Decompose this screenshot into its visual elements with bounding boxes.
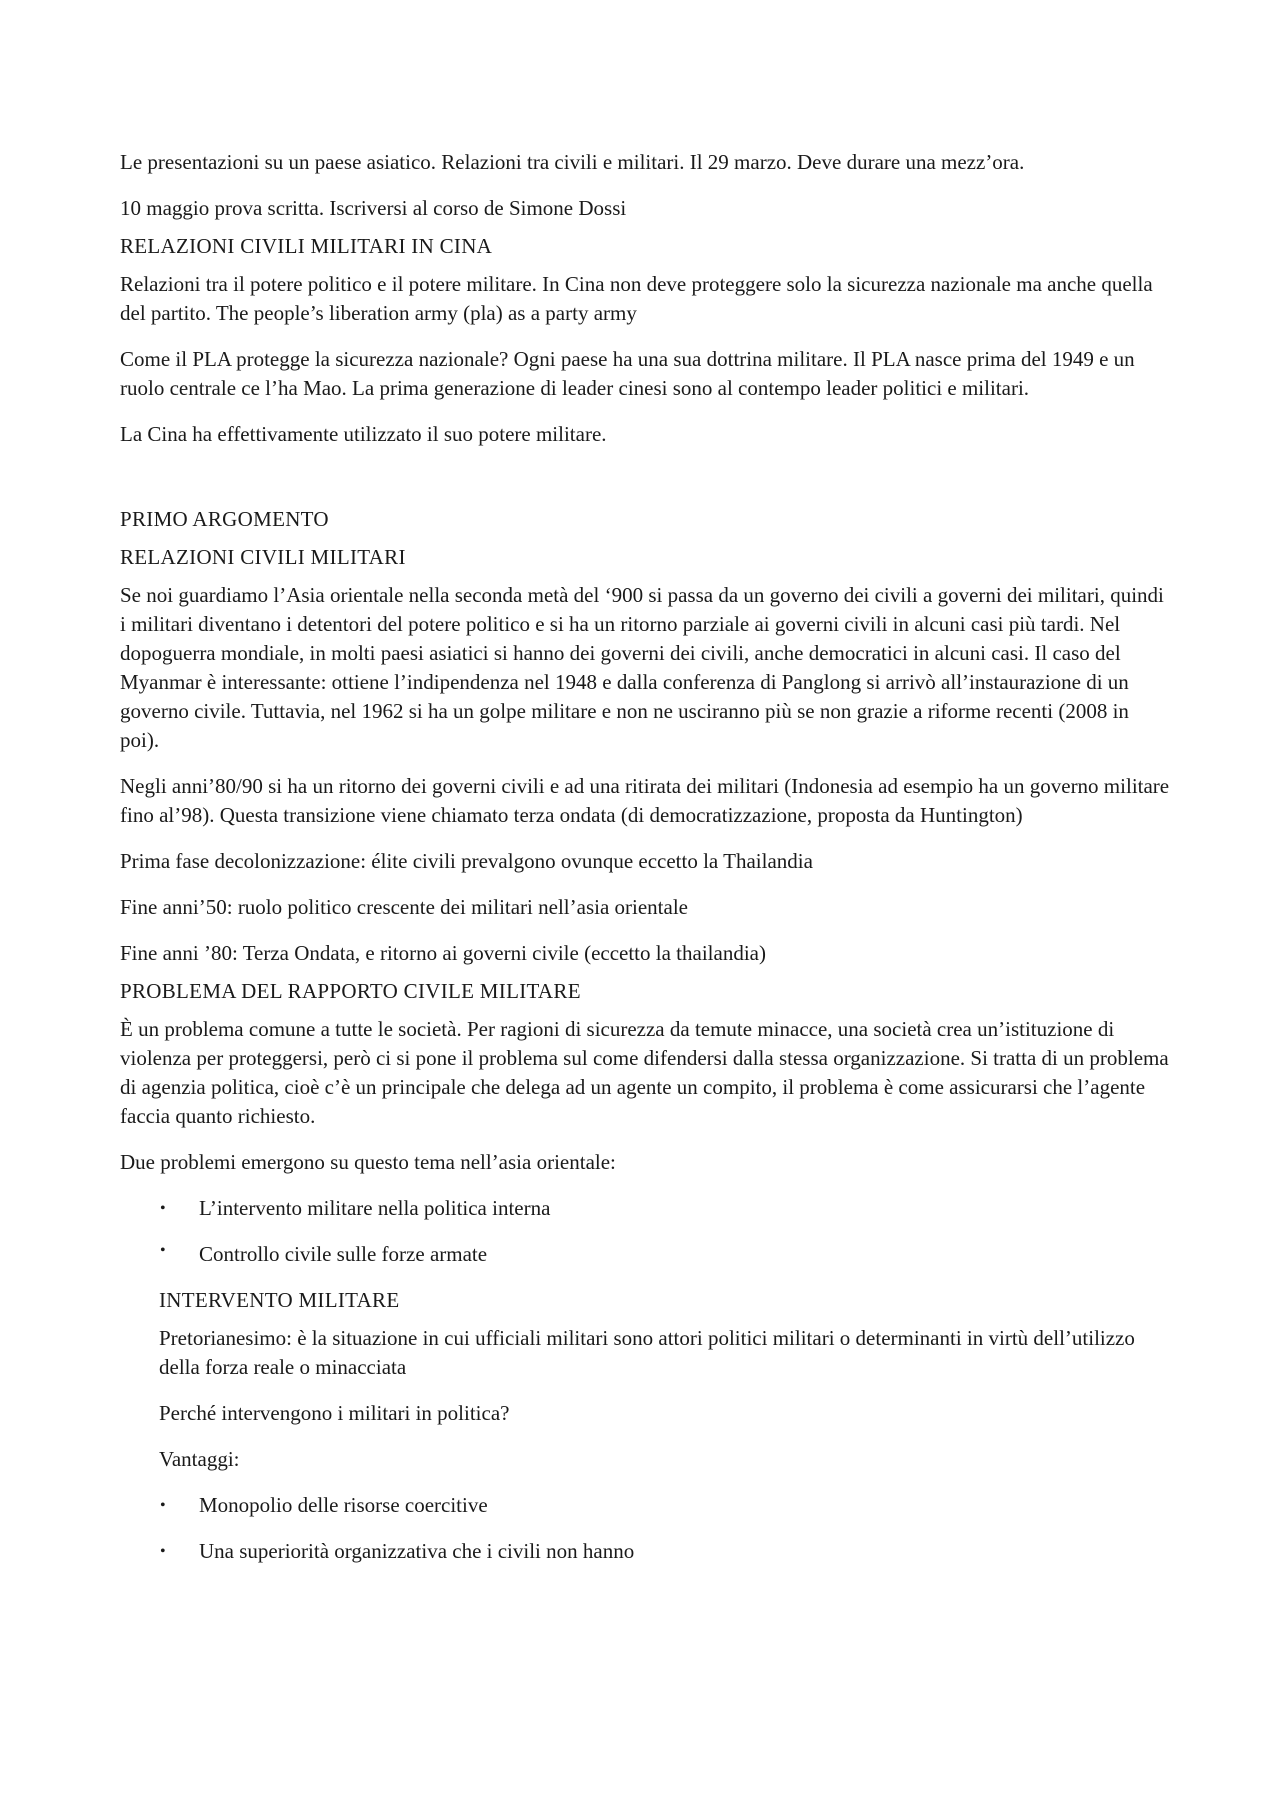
- paragraph-decolonizzazione: Prima fase decolonizzazione: élite civili prevalgono ovunque eccetto la Thailandia: [120, 849, 813, 873]
- paragraph-pretorianesimo: Pretorianesimo: è la situazione in cui ufficiali militari sono attori politici militari o determinanti in virtù dell’utilizzo della forza reale o minacciata: [159, 1326, 1135, 1379]
- paragraph-prova-scritta: 10 maggio prova scritta. Iscriversi al corso de Simone Dossi: [120, 196, 627, 220]
- document-page: [120, 148, 1170, 1583]
- heading-relazioni-civili-militari: RELAZIONI CIVILI MILITARI: [120, 545, 406, 569]
- list-item-text: L’intervento militare nella politica interna: [199, 1196, 551, 1220]
- paragraph-presentazioni: Le presentazioni su un paese asiatico. Relazioni tra civili e militari. Il 29 marzo. Deve durare una mezz’ora.: [120, 150, 1025, 174]
- paragraph-anni-50: Fine anni’50: ruolo politico crescente dei militari nell’asia orientale: [120, 895, 688, 919]
- list-item: [120, 1240, 1170, 1269]
- paragraph-perche-intervengono: Perché intervengono i militari in politica?: [159, 1401, 510, 1425]
- bullet-list-problemi: [120, 1194, 1170, 1269]
- bullet-list-vantaggi: [120, 1491, 1170, 1566]
- paragraph-vantaggi: Vantaggi:: [159, 1447, 240, 1471]
- paragraph-due-problemi: Due problemi emergono su questo tema nell’asia orientale:: [120, 1150, 616, 1174]
- list-item-text: Monopolio delle risorse coercitive: [199, 1493, 488, 1517]
- paragraph-pla: Come il PLA protegge la sicurezza nazionale? Ogni paese ha una sua dottrina militare. Il PLA nasce prima del 1949 e un ruolo centrale ce l’ha Mao. La prima generazione di leader cinesi sono al contempo leader politici e militari.: [120, 347, 1135, 400]
- bullet-icon: •: [160, 1242, 166, 1259]
- heading-problema-rapporto: PROBLEMA DEL RAPPORTO CIVILE MILITARE: [120, 979, 581, 1003]
- list-item-text: Una superiorità organizzativa che i civili non hanno: [199, 1539, 635, 1563]
- list-item: [120, 1537, 1170, 1566]
- bullet-icon: •: [160, 1200, 166, 1217]
- heading-intervento-militare: INTERVENTO MILITARE: [159, 1288, 400, 1312]
- paragraph-asia-orientale: Se noi guardiamo l’Asia orientale nella seconda metà del ‘900 si passa da un governo dei civili a governi dei militari, quindi i militari diventano i detentori del potere politico e si ha un ritorno parziale ai governi civili in alcuni casi più tardi. Nel dopoguerra mondiale, in molti paesi asiatici si hanno dei governi dei civili, anche democratici in alcuni casi. Il caso del Myanmar è interessante: ottiene l’indipendenza nel 1948 e dalla conferenza di Panglong si arrivò all’instaurazione di un governo civile. Tuttavia, nel 1962 si ha un golpe militare e non ne usciranno più se non grazie a riforme recenti (2008 in poi).: [120, 583, 1164, 752]
- list-item: [120, 1194, 1170, 1223]
- list-item-text: Controllo civile sulle forze armate: [199, 1242, 488, 1266]
- bullet-icon: •: [160, 1497, 166, 1514]
- paragraph-terza-ondata: Negli anni’80/90 si ha un ritorno dei governi civili e ad una ritirata dei militari (Indonesia ad esempio ha un governo militare fino al’98). Questa transizione viene chiamato terza ondata (di democratizzazione, proposta da Huntington): [120, 774, 1170, 827]
- blank-line: [120, 466, 1170, 505]
- paragraph-potere-politico: Relazioni tra il potere politico e il potere militare. In Cina non deve proteggere solo la sicurezza nazionale ma anche quella del partito. The people’s liberation army (pla) as a party army: [120, 272, 1153, 325]
- heading-primo-argomento: PRIMO ARGOMENTO: [120, 507, 329, 531]
- paragraph-problema-comune: È un problema comune a tutte le società. Per ragioni di sicurezza da temute minacce, una società crea un’istituzione di violenza per proteggersi, però ci si pone il problema sul come difendersi dalla stessa organizzazione. Si tratta di un problema di agenzia politica, cioè c’è un principale che delega ad un agente un compito, il problema è come assicurarsi che l’agente faccia quanto richiesto.: [120, 1017, 1169, 1128]
- list-item: [120, 1491, 1170, 1520]
- paragraph-cina-potere: La Cina ha effettivamente utilizzato il suo potere militare.: [120, 422, 607, 446]
- paragraph-anni-80: Fine anni ’80: Terza Ondata, e ritorno ai governi civile (eccetto la thailandia): [120, 941, 766, 965]
- bullet-icon: •: [160, 1543, 166, 1560]
- heading-relazioni-cina: RELAZIONI CIVILI MILITARI IN CINA: [120, 234, 493, 258]
